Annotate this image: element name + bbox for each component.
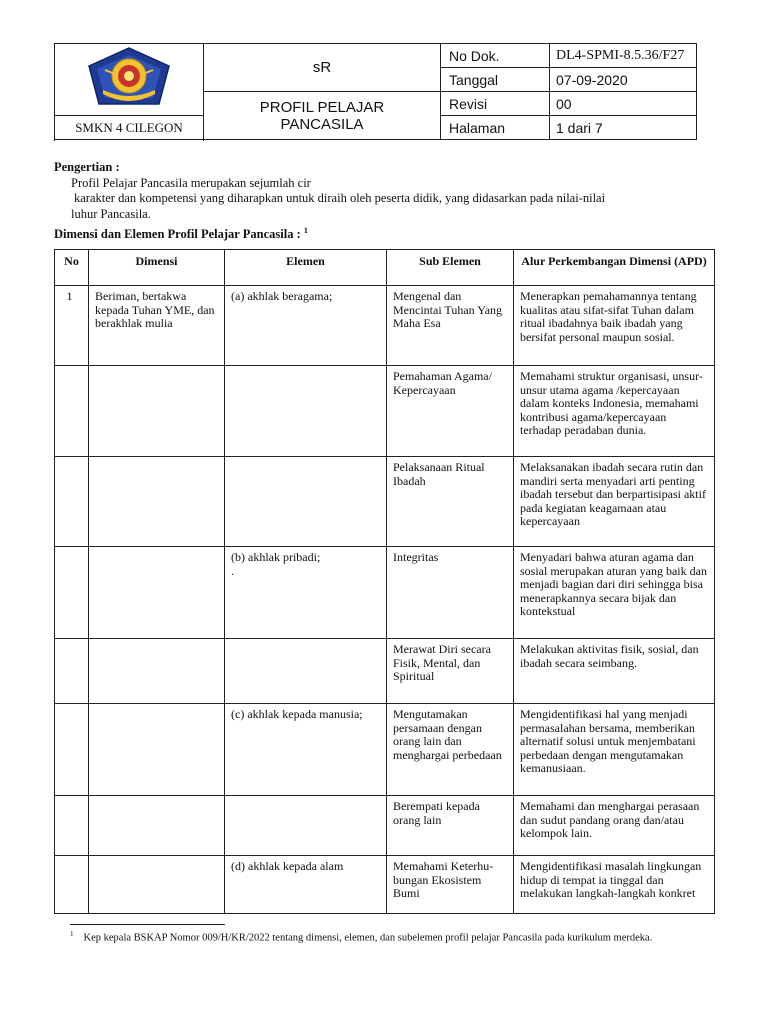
cell-sub-elemen: Integritas bbox=[387, 547, 514, 639]
table-row bbox=[55, 286, 715, 366]
cell-no bbox=[55, 704, 89, 796]
cell-sub-elemen: Pemahaman Agama/ Kepercayaan bbox=[387, 366, 514, 457]
cell-sub-elemen: Mengutamakan persamaan dengan orang lain dan menghargai perbedaan bbox=[387, 704, 514, 796]
cell-sub-elemen: Pelaksanaan Ritual Ibadah bbox=[387, 457, 514, 547]
cell-no bbox=[55, 366, 89, 457]
meta-key: Halaman bbox=[441, 116, 550, 140]
cell-apd: Menerapkan pemahamannya tentang kualitas atau sifat-sifat Tuhan dalam ritual ibadahnya baik ibadah yang bersifat personal maupun sosial. bbox=[514, 286, 715, 366]
title-line-2: PANCASILA bbox=[280, 115, 364, 133]
cell-no bbox=[55, 639, 89, 704]
dimension-heading bbox=[54, 226, 308, 242]
cell-elemen: (d) akhlak kepada alam bbox=[225, 856, 387, 914]
document-title bbox=[204, 92, 441, 140]
meta-key: No Dok. bbox=[441, 44, 550, 68]
cell-elemen bbox=[225, 639, 387, 704]
cell-no bbox=[55, 856, 89, 914]
meta-value: 00 bbox=[550, 92, 697, 116]
elemen-text: (b) akhlak pribadi; bbox=[231, 550, 321, 564]
column-header: Sub Elemen bbox=[387, 250, 514, 286]
table-row bbox=[55, 457, 715, 547]
sr-label: sR bbox=[204, 44, 441, 92]
table-row bbox=[55, 366, 715, 457]
cell-sub-elemen: Berempati kepada orang lain bbox=[387, 796, 514, 856]
cell-sub-elemen: Memahami Keterhu-bungan Ekosistem Bumi bbox=[387, 856, 514, 914]
definition-text-line: karakter dan kompetensi yang diharapkan untuk diraih oleh peserta didik, yang didasarkan pada nilai-nilai bbox=[74, 191, 606, 205]
cell-elemen bbox=[225, 796, 387, 856]
meta-key: Tanggal bbox=[441, 68, 550, 92]
cell-dimensi bbox=[89, 366, 225, 457]
cell-dimensi bbox=[89, 457, 225, 547]
cell-dimensi bbox=[89, 547, 225, 639]
definition-section bbox=[54, 160, 694, 222]
cell-sub-elemen: Merawat Diri secara Fisik, Mental, dan Spiritual bbox=[387, 639, 514, 704]
cell-dimensi bbox=[89, 796, 225, 856]
cell-elemen bbox=[225, 457, 387, 547]
definition-text-line: Profil Pelajar Pancasila merupakan sejumlah cir bbox=[71, 175, 311, 190]
cell-no bbox=[55, 547, 89, 639]
cell-apd: Menyadari bahwa aturan agama dan sosial merupakan aturan yang baik dan menjadi bagian dari diri sehingga bisa menerapkannya secara bijak dan kontekstual bbox=[514, 547, 715, 639]
cell-apd: Melaksanakan ibadah secara rutin dan mandiri serta menyadari arti penting ibadah tersebut dan berpartisipasi aktif pada kegiatan keagamaan atau kepercayaan bbox=[514, 457, 715, 547]
document-header bbox=[54, 43, 697, 140]
elemen-text: (a) akhlak beragama; bbox=[231, 289, 333, 303]
column-header: No bbox=[55, 250, 89, 286]
cell-no bbox=[55, 457, 89, 547]
cell-elemen bbox=[225, 366, 387, 457]
logo-cell bbox=[55, 44, 204, 116]
cell-apd: Memahami struktur organisasi, unsur-unsur utama agama /kepercayaan dalam konteks Indonesia, memahami kontribusi agama/kepercayaan terhadap peradaban dunia. bbox=[514, 366, 715, 457]
column-header: Dimensi bbox=[89, 250, 225, 286]
table-row bbox=[55, 704, 715, 796]
table-row bbox=[55, 796, 715, 856]
dimension-table bbox=[54, 249, 715, 914]
cell-elemen bbox=[225, 286, 387, 366]
cell-elemen bbox=[225, 547, 387, 639]
cell-elemen: (c) akhlak kepada manusia; bbox=[225, 704, 387, 796]
definition-text-line: luhur Pancasila. bbox=[71, 206, 151, 221]
meta-value: 07-09-2020 bbox=[550, 68, 697, 92]
school-name: SMKN 4 CILEGON bbox=[55, 116, 204, 140]
table-row bbox=[55, 547, 715, 639]
elemen-dot: . bbox=[231, 563, 234, 578]
cell-no bbox=[55, 796, 89, 856]
footnote-marker: 1 bbox=[70, 930, 74, 938]
cell-no: 1 bbox=[55, 286, 89, 366]
cell-dimensi bbox=[89, 856, 225, 914]
cell-dimensi bbox=[89, 704, 225, 796]
cell-dimensi: Beriman, bertakwa kepada Tuhan YME, dan berakhlak mulia bbox=[89, 286, 225, 366]
cell-sub-elemen: Mengenal dan Mencintai Tuhan Yang Maha Esa bbox=[387, 286, 514, 366]
cell-apd: Melakukan aktivitas fisik, sosial, dan ibadah secara seimbang. bbox=[514, 639, 715, 704]
cell-dimensi bbox=[89, 639, 225, 704]
definition-heading: Pengertian : bbox=[54, 160, 120, 174]
footnote-divider bbox=[70, 924, 225, 925]
column-header: Elemen bbox=[225, 250, 387, 286]
column-header: Alur Perkembangan Dimensi (APD) bbox=[514, 250, 715, 286]
meta-key: Revisi bbox=[441, 92, 550, 116]
cell-apd: Memahami dan menghargai perasaan dan sudut pandang orang dan/atau kelompok lain. bbox=[514, 796, 715, 856]
footnote-text: Kep kepala BSKAP Nomor 009/H/KR/2022 tentang dimensi, elemen, dan subelemen profil pelajar Pancasila pada kurikulum merdeka. bbox=[83, 932, 653, 944]
school-crest-icon bbox=[85, 46, 173, 108]
title-line-1: PROFIL PELAJAR bbox=[259, 98, 385, 116]
footnote bbox=[70, 928, 690, 945]
dimension-heading-text: Dimensi dan Elemen Profil Pelajar Pancasila : bbox=[54, 227, 301, 242]
table-row bbox=[55, 639, 715, 704]
cell-apd: Mengidentifikasi hal yang menjadi permasalahan bersama, memberikan alternatif solusi untuk menjembatani perbedaan dengan mengutamakan kemanusiaan. bbox=[514, 704, 715, 796]
meta-value: 1 dari 7 bbox=[550, 116, 697, 140]
table-row bbox=[55, 856, 715, 914]
meta-value: DL4-SPMI-8.5.36/F27 bbox=[550, 44, 697, 68]
cell-apd: Mengidentifikasi masalah lingkungan hidup di tempat ia tinggal dan melakukan langkah-langkah konkret bbox=[514, 856, 715, 914]
footnote-ref: 1 bbox=[303, 226, 308, 235]
